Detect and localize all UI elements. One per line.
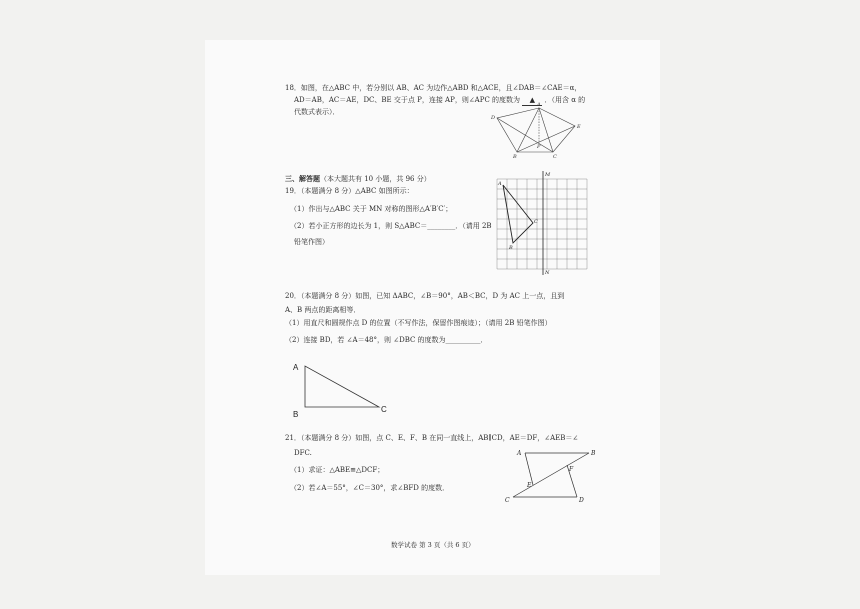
q21-figure <box>505 447 595 503</box>
label-p: P <box>537 144 541 150</box>
label-m: M <box>545 172 551 178</box>
section-3-note: （本大题共有 10 小题，共 96 分） <box>320 175 431 183</box>
label-a: A <box>293 363 299 372</box>
label-a: A <box>537 102 541 108</box>
label-c: C <box>534 219 538 225</box>
triangle-abc <box>503 185 533 243</box>
q20-part-1: （1）用直尺和圆规作点 D 的位置（不写作法，保留作图痕迹）；（请用 2B 铅笔作图） <box>285 319 552 327</box>
segment-dc <box>497 118 553 152</box>
exam-page <box>205 40 660 575</box>
label-d: D <box>491 115 496 121</box>
label-b: B <box>509 245 513 251</box>
grid-lines <box>497 179 587 269</box>
label-a: A <box>498 181 502 187</box>
q18-line-3: 代数式表示）． <box>294 108 340 116</box>
q19-part-2: （2）若小正方形的边长为 1，则 S△ABC＝________．（请用 2B <box>290 222 492 230</box>
q21-part-1: （1）求证：△ABE≌△DCF； <box>290 466 385 474</box>
q21-line-2: DFC. <box>294 449 312 457</box>
q19-line-1: 19．（本题满分 8 分）△ABC 如图所示： <box>285 187 414 195</box>
section-3-title: 三、解答题 <box>285 174 320 183</box>
triangle-abc <box>305 366 379 407</box>
q19-grid-figure <box>497 172 587 276</box>
label-c: C <box>381 405 387 414</box>
label-a: A <box>517 450 522 457</box>
label-c: C <box>505 497 510 504</box>
label-n: N <box>545 270 550 276</box>
q21-line-1: 21．（本题满分 8 分）如图，点 C、E、F、B 在同一直线上，AB∥CD，AE＝DF，∠AEB＝∠ <box>285 434 579 442</box>
label-c: C <box>553 154 557 160</box>
label-b: B <box>293 410 299 419</box>
q18-line-1: 18．如图，在△ABC 中，若分别以 AB、AC 为边作△ABD 和△ACE，且∠DAB＝∠CAE＝α， <box>285 84 582 92</box>
q18-line-2-tail: ．（用含 α 的 <box>544 96 586 104</box>
label-e: E <box>527 482 532 489</box>
section-3-heading <box>285 174 431 184</box>
q20-figure <box>293 362 393 417</box>
q18-line-2-text: AD＝AB，AC＝AE，DC、BE 交于点 P，连接 AP，则∠APC 的度数为 <box>294 96 521 104</box>
page-footer: 数学试卷 第 3 页（共 6 页） <box>391 541 475 549</box>
triangle-ace <box>539 108 575 152</box>
segment-ae <box>525 453 533 485</box>
q21-part-2: （2）若∠A＝55°，∠C＝30°，求∠BFD 的度数． <box>290 484 450 492</box>
q18-figure <box>491 102 581 160</box>
label-b: B <box>591 450 596 457</box>
q20-part-2: （2）连接 BD，若 ∠A＝48°，则 ∠DBC 的度数为__________． <box>285 336 488 344</box>
q20-line-1: 20．（本题满分 8 分）如图，已知 ΔABC，∠B＝90°，AB＜BC，D 为 AC 上一点，且到 <box>285 292 565 300</box>
triangle-abd <box>497 108 539 152</box>
segment-cb <box>513 453 589 497</box>
q19-part-2-tail: 铅笔作图） <box>294 238 329 246</box>
label-e: E <box>577 124 581 130</box>
q19-part-1: （1）作出与△ABC 关于 MN 对称的图形△A′B′C′； <box>290 205 453 213</box>
label-f: F <box>569 466 574 473</box>
label-b: B <box>513 154 517 160</box>
q20-line-2: A、B 两点的距离相等． <box>285 306 361 314</box>
answer-marker-icon: ▲ <box>529 96 535 104</box>
label-d: D <box>579 497 584 504</box>
